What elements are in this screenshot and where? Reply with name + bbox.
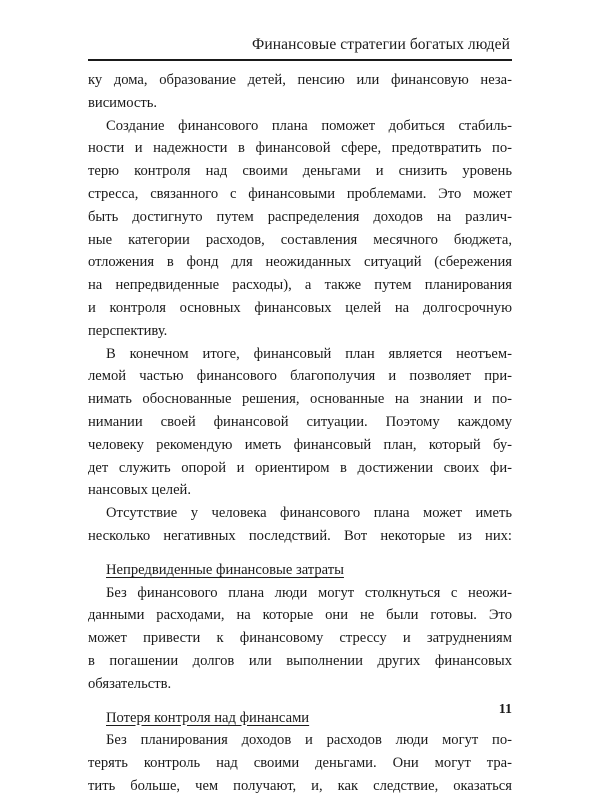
text-line: висимость. [88,94,158,111]
text-line: обязательств. [88,675,172,692]
header-rule [88,59,512,61]
text-line: Отсутствие у человека финансового плана может иметь [106,505,512,522]
page-number: 11 [498,702,512,717]
text-line: Без планирования доходов и расходов люди могут по- [106,732,512,749]
text-line: терять контроль над своими деньгами. Они могут тра- [88,755,512,772]
text-line: нимании своей финансовой ситуации. Поэтому каждому [88,413,512,430]
paragraph-4 [88,502,512,548]
paragraph-3 [88,343,512,503]
text-line: стресса, связанного с финансовыми проблемами. Это может [88,185,512,202]
section-gap [88,696,512,707]
text-line: отложения в фонд для неожиданных ситуаций (сбережения [88,254,512,271]
text-line: тить больше, чем получают, и, как следствие, оказаться [88,777,512,794]
paragraph-2 [88,115,512,343]
text-line: ку дома, образование детей, пенсию или финансовую неза- [88,72,512,88]
text-line: несколько негативных последствий. Вот некоторые из них: [88,527,512,544]
text-line: дет служить опорой и ориентиром в достижении своих фи- [88,459,512,476]
section-heading-unexpected-costs: Непредвиденные финансовые затраты [106,561,344,578]
text-line: в погашении долгов или выполнении других финансовых [88,652,512,669]
text-line: ности и надежности в финансовой сфере, предотвратить по- [88,140,512,157]
running-header: Финансовые стратегии богатых людей [252,36,510,53]
text-line: В конечном итоге, финансовый план является неотъем- [106,345,512,362]
text-line: нимать обоснованные решения, основанные на знании и по- [88,391,512,408]
section-gap [88,548,512,559]
paragraph-5 [88,582,512,696]
text-line: лемой частью финансового благополучия и позволяет при- [88,368,512,385]
text-line: терю контроля над своими деньгами и снизить уровень [88,163,512,180]
text-line: данными расходами, на которые они не были готовы. Это [88,607,512,624]
text-line: и контроля основных финансовых целей на долгосрочную [88,299,512,316]
section-heading-loss-of-control: Потеря контроля над финансами [106,709,310,726]
text-line: нансовых целей. [88,482,192,499]
text-line: быть достигнуто путем распределения доходов на различ- [88,208,512,225]
text-line: перспективу. [88,322,168,339]
text-line: человеку рекомендую иметь финансовый план, который бу- [88,436,512,453]
paragraph-6 [88,729,512,797]
text-line: Создание финансового плана поможет добиться стабиль- [106,117,512,134]
body-text [88,69,512,798]
text-line: Без финансового плана люди могут столкнуться с неожи- [106,584,512,601]
text-line: на непредвиденные расходы), а также путем планирования [88,277,512,294]
paragraph-1 [88,69,512,115]
text-line: ные категории расходов, составления месячного бюджета, [88,231,512,248]
text-line: может привести к финансовому стрессу и затруднениям [88,630,512,647]
